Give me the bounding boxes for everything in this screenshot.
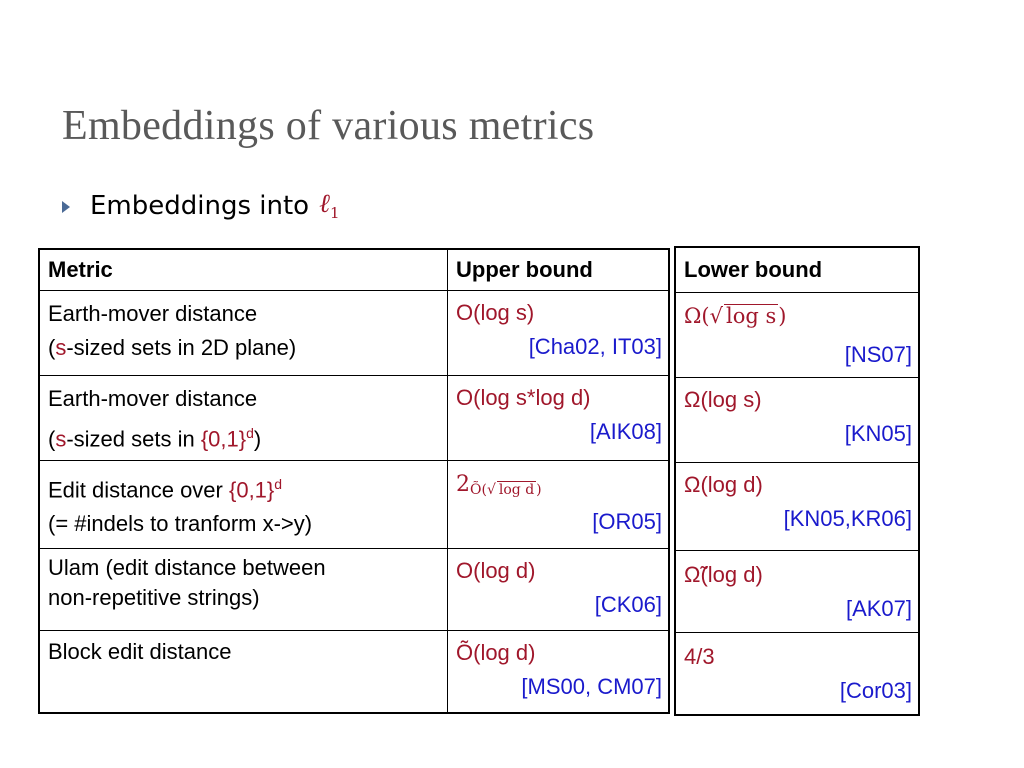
- metrics-table: [38, 248, 670, 714]
- citation: [OR05]: [592, 509, 662, 534]
- upper-bound-cell: O(log s) [Cha02, IT03]: [448, 291, 670, 376]
- lower-bound-cell: Ω(log d) [KN05,KR06]: [675, 463, 919, 551]
- header-metric: Metric: [39, 249, 448, 291]
- bullet-text: Embeddings into: [90, 191, 310, 221]
- lower-bound-cell: 4/3 [Cor03]: [675, 633, 919, 715]
- table-header-row: [39, 249, 669, 291]
- table-row: [39, 376, 669, 461]
- metric-cell: Block edit distance: [39, 631, 448, 713]
- table-row: [675, 378, 919, 463]
- citation: [Cha02, IT03]: [528, 334, 662, 359]
- upper-bound-cell: O(log s*log d) [AIK08]: [448, 376, 670, 461]
- citation: [NS07]: [844, 342, 912, 367]
- upper-bound-cell: $2^{Õ(√ log d )}$ [OR05]: [448, 461, 670, 549]
- bullet-arrow-icon: [62, 201, 70, 213]
- table-row: [39, 291, 669, 376]
- metric-cell: Edit distance over $\{0,1\}^d$ (= #indels to tranform x->y): [39, 461, 448, 549]
- table-row: [675, 551, 919, 633]
- table-row: [675, 293, 919, 378]
- bullet-item: [62, 186, 339, 226]
- table-header-row: [675, 247, 919, 293]
- header-upper-bound: Upper bound: [448, 249, 670, 291]
- citation: [KN05,KR06]: [783, 506, 912, 531]
- citation: [MS00, CM07]: [521, 674, 662, 699]
- citation: [AIK08]: [589, 419, 662, 444]
- lower-bound-cell: Ω(√ log s) [NS07]: [675, 293, 919, 378]
- table-row: [39, 549, 669, 631]
- metric-cell: Earth-mover distance (s-sized sets in 2D plane): [39, 291, 448, 376]
- lower-bound-cell: Ω̃(log d) [AK07]: [675, 551, 919, 633]
- table-row: [675, 463, 919, 551]
- lower-bound-table: [674, 246, 920, 716]
- table-row: [39, 631, 669, 713]
- header-lower-bound: Lower bound: [675, 247, 919, 293]
- metric-cell: Earth-mover distance (s-sized sets in $\{0,1\}^d$): [39, 376, 448, 461]
- citation: [AK07]: [845, 596, 912, 621]
- upper-bound-cell: Õ(log d) [MS00, CM07]: [448, 631, 670, 713]
- table-row: [675, 633, 919, 715]
- lower-bound-cell: Ω(log s) [KN05]: [675, 378, 919, 463]
- citation: [Cor03]: [839, 678, 912, 703]
- citation: [KN05]: [844, 421, 912, 446]
- metric-cell: Ulam (edit distance between non-repetitive strings): [39, 549, 448, 631]
- citation: [CK06]: [594, 592, 662, 617]
- ell-one-symbol: ℓ$_1$: [319, 189, 340, 223]
- upper-bound-cell: O(log d) [CK06]: [448, 549, 670, 631]
- slide-title: Embeddings of various metrics: [62, 103, 595, 149]
- table-row: [39, 461, 669, 549]
